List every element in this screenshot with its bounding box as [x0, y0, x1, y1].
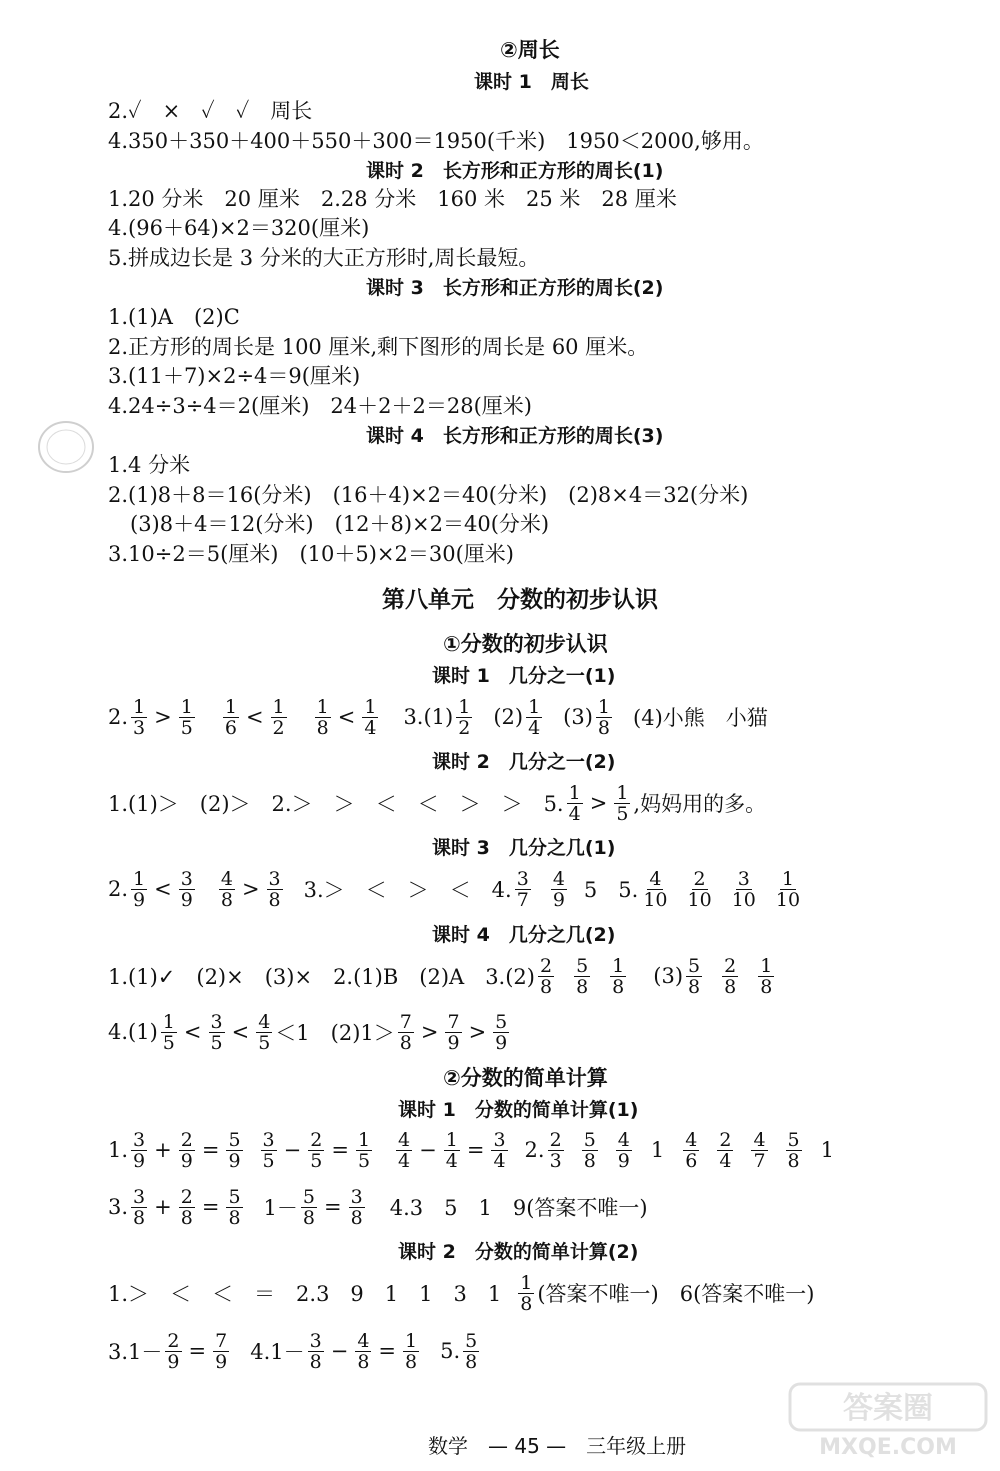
fraction-answer-line: 3.1－ $\frac{2}{9}$ = $\frac{7}{9}$ 4.1－ $\frac{3}{8}$ − $\frac{4}{8}$ = $\frac{1}{8}$ 5. $\frac{5}{8}$ — [108, 1329, 478, 1373]
answer-text: (3) — [563, 705, 593, 729]
answer-text: 5 5. — [583, 878, 639, 902]
fraction: $\frac{3}{8}$ — [268, 867, 281, 911]
answer-text: 1 — [650, 1138, 665, 1162]
fraction: $\frac{5}{8}$ — [688, 954, 701, 998]
fraction: $\frac{1}{8}$ — [612, 954, 625, 998]
answer-text: 3.(1) — [403, 705, 454, 729]
fraction: $\frac{1}{8}$ — [520, 1271, 533, 1315]
answer-text: (3) — [653, 964, 684, 988]
fraction: $\frac{7}{8}$ — [399, 1010, 412, 1054]
fraction: $\frac{1}{4}$ — [364, 695, 377, 739]
fraction: $\frac{2}{9}$ — [167, 1329, 180, 1373]
fraction: $\frac{4}{8}$ — [220, 867, 233, 911]
lesson-heading: 课时 4 长方形和正方形的周长(3) — [366, 425, 664, 447]
fraction-answer-line: 3. $\frac{3}{8}$ + $\frac{2}{8}$ = $\frac{5}{8}$ 1－ $\frac{5}{8}$ = $\frac{3}{8}$ 4.3 5 1 9(答案不唯一) — [108, 1185, 648, 1229]
fraction: $\frac{1}{8}$ — [597, 695, 611, 739]
answer-line: 1.4 分米 — [108, 453, 191, 477]
fraction: $\frac{3}{10}$ — [731, 867, 756, 911]
fraction-answer-line: 2. $\frac{1}{3}$ > $\frac{1}{5}$ $\frac{1}{6}$ < $\frac{1}{2}$ $\frac{1}{8}$ < $\frac{1}{4}$ 3.(1) $\frac{1}{2}$ (2) $\frac{1}{4}$ (3) $\frac{1}{8}$ (4)小熊 小猫 — [108, 695, 768, 739]
answer-text: 1.(1)✓ (2)× (3)× 2.(1)B (2)A 3.(2) — [108, 965, 535, 989]
fraction: $\frac{4}{8}$ — [357, 1329, 370, 1373]
page-footer: 数学 — 45 — 三年级上册 — [428, 1434, 687, 1458]
fraction: $\frac{2}{9}$ — [180, 1128, 193, 1172]
fraction: $\frac{3}{8}$ — [350, 1185, 363, 1229]
lesson-heading: 课时 3 几分之几(1) — [432, 837, 616, 859]
fraction: $\frac{1}{10}$ — [775, 867, 801, 911]
fraction: $\frac{1}{5}$ — [180, 695, 193, 739]
answer-text: 1. — [108, 1138, 129, 1162]
answer-text: 2. — [108, 705, 129, 729]
fraction: $\frac{2}{5}$ — [310, 1128, 323, 1172]
fraction: $\frac{7}{9}$ — [215, 1329, 228, 1373]
fraction: $\frac{1}{4}$ — [445, 1128, 458, 1172]
fraction: $\frac{5}{9}$ — [495, 1010, 508, 1054]
fraction: $\frac{4}{7}$ — [753, 1128, 766, 1172]
answer-text: 2. — [524, 1138, 545, 1162]
answer-text: 4.(1) — [108, 1020, 158, 1044]
fraction: $\frac{4}{4}$ — [398, 1128, 411, 1172]
fraction: $\frac{5}{9}$ — [228, 1128, 241, 1172]
svg-text:MXQE.COM: MXQE.COM — [819, 1435, 957, 1460]
answer-text: 1－ — [263, 1196, 298, 1220]
fraction: $\frac{3}{8}$ — [309, 1329, 322, 1373]
section-title-calc: ②分数的简单计算 — [443, 1066, 608, 1090]
fraction: $\frac{2}{8}$ — [180, 1185, 193, 1229]
answer-text: 3.＞ ＜ ＞ ＜ 4. — [303, 878, 512, 902]
answer-text: 3. — [108, 1195, 129, 1219]
fraction: $\frac{5}{8}$ — [228, 1185, 241, 1229]
answer-line: 3.(11＋7)×2÷4＝9(厘米) — [108, 364, 361, 388]
answer-line: 4.350＋350＋400＋550＋300＝1950(千米) 1950＜2000,够用。 — [108, 129, 764, 153]
fraction: $\frac{2}{10}$ — [687, 867, 712, 911]
answer-text: ＜1 (2)1＞ — [275, 1021, 395, 1045]
unit-title: 第八单元 分数的初步认识 — [382, 587, 658, 613]
stamp-icon — [36, 418, 96, 476]
fraction: $\frac{5}{8}$ — [583, 1128, 596, 1172]
fraction: $\frac{3}{7}$ — [516, 867, 529, 911]
fraction: $\frac{1}{6}$ — [224, 695, 237, 739]
svg-text:答案圈: 答案圈 — [843, 1391, 933, 1426]
fraction: $\frac{1}{2}$ — [272, 695, 285, 739]
answer-line: 2.正方形的周长是 100 厘米,剩下图形的周长是 60 厘米。 — [108, 335, 649, 359]
fraction-answer-line: 1.(1)＞ (2)＞ 2.＞ ＞ ＜ ＜ ＞ ＞ 5. $\frac{1}{4}$ > $\frac{1}{5}$ ,妈妈用的多。 — [108, 781, 767, 825]
answer-line: 2.(1)8＋8＝16(分米) (16＋4)×2＝40(分米) (2)8×4＝32(分米) — [108, 483, 749, 507]
answer-text: 3.1－ — [108, 1340, 163, 1364]
section-title-perimeter: ②周长 — [500, 38, 560, 62]
fraction: $\frac{4}{9}$ — [617, 1128, 630, 1172]
answer-line: 2.✓ × ✓ ✓ 周长 — [108, 99, 313, 123]
answer-text: 5. — [440, 1339, 461, 1363]
lesson-heading: 课时 4 几分之几(2) — [432, 924, 616, 946]
fraction: $\frac{4}{9}$ — [552, 867, 565, 911]
fraction: $\frac{1}{8}$ — [760, 954, 773, 998]
fraction: $\frac{1}{2}$ — [458, 695, 471, 739]
answer-line: 4.(96＋64)×2＝320(厘米) — [108, 216, 370, 240]
answer-line: 1.(1)A (2)C — [108, 305, 240, 329]
answer-text: 1.(1)＞ (2)＞ 2.＞ ＞ ＜ ＜ ＞ ＞ 5. — [108, 792, 564, 816]
fraction: $\frac{1}{3}$ — [133, 695, 146, 739]
fraction: $\frac{3}{9}$ — [180, 867, 193, 911]
fraction-answer-line: 1. $\frac{3}{9}$ + $\frac{2}{9}$ = $\frac{5}{9}$ $\frac{3}{5}$ − $\frac{2}{5}$ = $\frac{1}{5}$ $\frac{4}{4}$ − $\frac{1}{4}$ = $\frac{3}{4}$ 2. $\frac{2}{3}$ $\frac{5}{8}$ $\frac{4}{9}$ 1 $\frac{4}{6}$ $\frac{2}{4}$ $\frac{4}{7}$ $\frac{5}{8}$ 1 — [108, 1128, 834, 1172]
answer-line: (3)8＋4＝12(分米) (12＋8)×2＝40(分米) — [130, 512, 550, 536]
fraction-answer-line: 4.(1) $\frac{1}{5}$ < $\frac{3}{5}$ < $\frac{4}{5}$ ＜1 (2)1＞ $\frac{7}{8}$ > $\frac{7}{9}$ > $\frac{5}{9}$ — [108, 1010, 508, 1054]
answer-text: ,妈妈用的多。 — [633, 792, 767, 816]
fraction: $\frac{1}{4}$ — [568, 781, 581, 825]
fraction-answer-line — [108, 1270, 814, 1316]
answer-line: 3.10÷2＝5(厘米) (10＋5)×2＝30(厘米) — [108, 542, 514, 566]
lesson-heading: 课时 1 周长 — [474, 71, 589, 93]
answer-line: 4.24÷3÷4＝2(厘米) 24＋2＋2＝28(厘米) — [108, 394, 532, 418]
fraction: $\frac{7}{9}$ — [447, 1010, 460, 1054]
answer-text: (4)小熊 小猫 — [633, 706, 768, 730]
fraction: $\frac{4}{6}$ — [685, 1128, 698, 1172]
fraction: $\frac{1}{5}$ — [616, 781, 629, 825]
fraction: $\frac{1}{8}$ — [316, 695, 329, 739]
fraction: $\frac{2}{4}$ — [719, 1128, 732, 1172]
answer-text: 1 — [820, 1138, 834, 1162]
fraction: $\frac{5}{8}$ — [576, 954, 589, 998]
fraction: $\frac{4}{5}$ — [258, 1010, 271, 1054]
answer-text: 1.＞ ＜ ＜ ＝ 2.3 9 1 1 3 1 — [108, 1282, 502, 1306]
fraction: $\frac{1}{9}$ — [133, 867, 146, 911]
watermark-logo — [788, 1380, 988, 1460]
answer-line: 1.20 分米 20 厘米 2.28 分米 160 米 25 米 28 厘米 — [108, 187, 677, 211]
fraction: $\frac{1}{8}$ — [405, 1329, 418, 1373]
answer-text: 4.3 5 1 9(答案不唯一) — [389, 1196, 648, 1220]
fraction: $\frac{5}{8}$ — [465, 1329, 478, 1373]
answer-text: (2) — [493, 705, 524, 729]
fraction: $\frac{3}{5}$ — [210, 1010, 223, 1054]
fraction-answer-line — [108, 953, 777, 999]
lesson-heading: 课时 3 长方形和正方形的周长(2) — [366, 277, 664, 299]
fraction: $\frac{1}{4}$ — [528, 695, 541, 739]
fraction: $\frac{5}{8}$ — [302, 1185, 316, 1229]
lesson-heading: 课时 2 分数的简单计算(2) — [398, 1241, 639, 1263]
fraction-answer-line: 2. $\frac{1}{9}$ < $\frac{3}{9}$ $\frac{4}{8}$ > $\frac{3}{8}$ 3.＞ ＜ ＞ ＜ 4. $\frac{3}{7}$ $\frac{4}{9}$ 5 5. $\frac{4}{10}$ $\frac{2}{10}$ $\frac{3}{10}$ $\frac{1}{10}$ — [108, 867, 801, 911]
fraction: $\frac{2}{8}$ — [724, 954, 737, 998]
fraction: $\frac{2}{8}$ — [539, 954, 553, 998]
lesson-heading: 课时 1 几分之一(1) — [432, 665, 616, 687]
answer-text: 4.1－ — [250, 1340, 305, 1364]
fraction: $\frac{3}{5}$ — [262, 1128, 275, 1172]
section-title-intro: ①分数的初步认识 — [443, 632, 608, 656]
fraction: $\frac{3}{4}$ — [493, 1128, 506, 1172]
lesson-heading: 课时 1 分数的简单计算(1) — [398, 1099, 639, 1121]
fraction: $\frac{3}{8}$ — [133, 1185, 146, 1229]
fraction: $\frac{5}{8}$ — [787, 1128, 800, 1172]
lesson-heading: 课时 2 长方形和正方形的周长(1) — [366, 160, 664, 182]
fraction: $\frac{2}{3}$ — [549, 1128, 562, 1172]
fraction: $\frac{1}{5}$ — [357, 1128, 371, 1172]
fraction: $\frac{3}{9}$ — [133, 1128, 146, 1172]
answer-text: 2. — [108, 877, 129, 901]
lesson-heading: 课时 2 几分之一(2) — [432, 751, 616, 773]
answer-line: 5.拼成边长是 3 分米的大正方形时,周长最短。 — [108, 246, 540, 270]
answer-text: (答案不唯一) 6(答案不唯一) — [537, 1282, 815, 1306]
fraction: $\frac{1}{5}$ — [162, 1010, 175, 1054]
fraction: $\frac{4}{10}$ — [643, 867, 668, 911]
